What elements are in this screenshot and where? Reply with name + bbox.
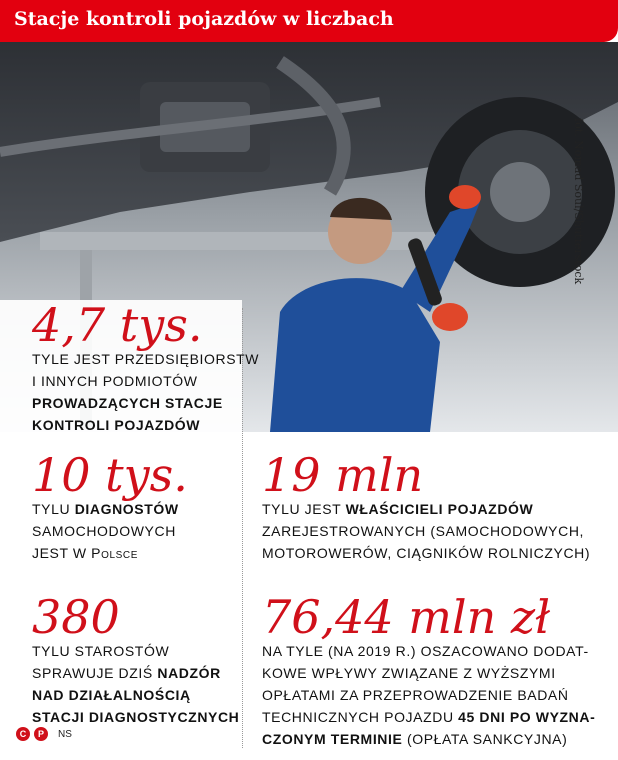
photo-credit: fot. Nomad Soul/Shutterstock xyxy=(572,118,585,285)
desc-line: TYLU STAROSTÓW xyxy=(32,643,170,659)
stat-description xyxy=(32,640,239,728)
desc-line: NA TYLE (NA 2019 R.) OSZACOWANO DODAT- xyxy=(262,643,589,659)
desc-line: I INNYCH PODMIOTÓW xyxy=(32,373,198,389)
desc-line-bold: NAD DZIAŁALNOŚCIĄ xyxy=(32,687,191,703)
protected-icon: P xyxy=(34,727,48,741)
stat-description xyxy=(262,498,590,564)
desc-line: MOTOROWERÓW, CIĄGNIKÓW ROLNICZYCH) xyxy=(262,545,591,561)
desc-line-bold: NADZÓR xyxy=(157,665,221,681)
desc-line: SPRAWUJE DZIŚ xyxy=(32,665,153,681)
stat-number: 380 xyxy=(32,590,120,644)
desc-line: SAMOCHODOWYCH xyxy=(32,523,176,539)
desc-line: OPŁATAMI ZA PRZEPROWADZENIE BADAŃ xyxy=(262,687,569,703)
desc-line: ZAREJESTROWANYCH (SAMOCHODOWYCH, xyxy=(262,523,585,539)
desc-line: (OPŁATA SANKCYJNA) xyxy=(406,731,568,747)
desc-line-bold: DIAGNOSTÓW xyxy=(74,501,179,517)
desc-line-bold: STACJI DIAGNOSTYCZNYCH xyxy=(32,709,240,725)
desc-line: TYLU xyxy=(32,501,71,517)
footer-credits xyxy=(16,726,72,742)
stat-description xyxy=(32,498,179,564)
desc-line-bold: PROWADZĄCYCH STACJE xyxy=(32,395,223,411)
desc-line-bold: 45 DNI PO WYZNA- xyxy=(458,709,596,725)
desc-line-bold: WŁAŚCICIELI POJAZDÓW xyxy=(345,501,534,517)
desc-line: TYLE JEST PRZEDSIĘBIORSTW xyxy=(32,351,260,367)
header-banner xyxy=(0,0,618,42)
copyright-icon: C xyxy=(16,727,30,741)
desc-line: JEST W Polsce xyxy=(32,545,139,561)
stat-description xyxy=(262,640,595,750)
stat-number: 19 mln xyxy=(262,448,424,502)
desc-line: KOWE WPŁYWY ZWIĄZANE Z WYŻSZYMI xyxy=(262,665,556,681)
desc-line: TYLU JEST xyxy=(262,501,342,517)
stat-number: 10 tys. xyxy=(32,448,188,502)
desc-line-bold: CZONYM TERMINIE xyxy=(262,731,403,747)
author-initials: NS xyxy=(58,728,72,740)
stat-number: 76,44 mln zł xyxy=(262,590,551,644)
stat-description xyxy=(32,348,259,436)
page-title: Stacje kontroli pojazdów w liczbach xyxy=(14,8,394,30)
stat-number: 4,7 tys. xyxy=(32,298,203,352)
desc-line-bold: KONTROLI POJAZDÓW xyxy=(32,417,201,433)
desc-line: TECHNICZNYCH POJAZDU xyxy=(262,709,454,725)
